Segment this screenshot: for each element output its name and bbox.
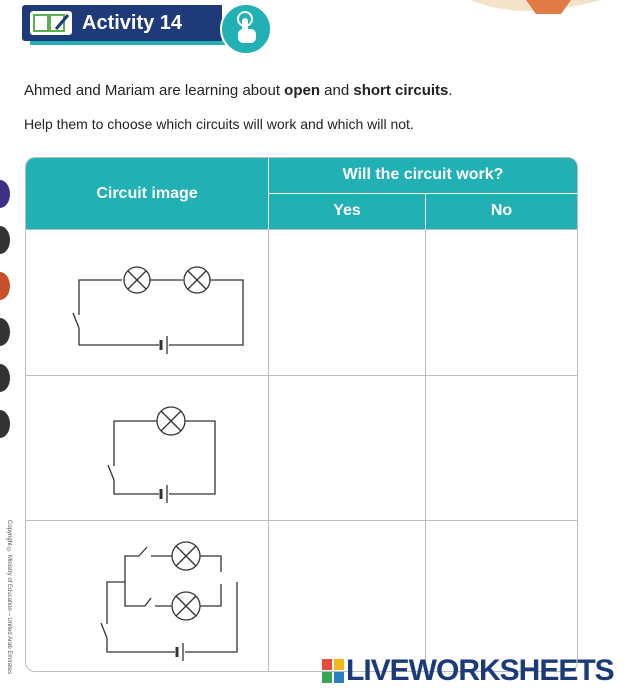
- side-dot: [0, 364, 10, 392]
- table-row: [26, 375, 577, 521]
- no-answer-cell[interactable]: [426, 375, 577, 521]
- liveworksheets-logo: [322, 654, 614, 688]
- corner-illustration: [451, 0, 631, 20]
- tap-finger-icon: [220, 3, 272, 55]
- circuit-image-cell: [26, 229, 269, 375]
- yes-header: Yes: [269, 194, 426, 230]
- activity-title: Activity 14: [82, 12, 183, 34]
- copyright-text: Copyright © Ministry of Education – United Arab Emirates: [6, 520, 12, 675]
- liveworksheets-mark-icon: [322, 657, 344, 681]
- yes-answer-cell[interactable]: [269, 375, 426, 521]
- yes-answer-cell[interactable]: [269, 520, 426, 671]
- open-switch-two-bulbs-series-diagram: [47, 240, 247, 360]
- side-dot: [0, 272, 10, 300]
- side-dots: [0, 180, 12, 456]
- two-parallel-bulbs-with-switches-diagram: [47, 524, 247, 664]
- instruction-text: Help them to choose which circuits will work and which will not.: [24, 116, 414, 132]
- circuit-image-header: Circuit image: [26, 158, 269, 229]
- side-dot: [0, 180, 10, 208]
- will-work-header: Will the circuit work?: [269, 158, 577, 194]
- activity-banner: [22, 5, 222, 41]
- side-dot: [0, 318, 10, 346]
- circuits-table: [25, 157, 578, 672]
- table-row: [26, 520, 577, 671]
- intro-text: Ahmed and Mariam are learning about open and short circuits.: [24, 82, 453, 99]
- side-dot: [0, 410, 10, 438]
- activity-header: [22, 5, 262, 43]
- no-header: No: [426, 194, 577, 230]
- no-answer-cell[interactable]: [426, 520, 577, 671]
- yes-answer-cell[interactable]: [269, 229, 426, 375]
- logo-text: LIVEWORKSHEETS: [346, 654, 614, 687]
- circuit-image-cell: [26, 520, 269, 671]
- no-answer-cell[interactable]: [426, 229, 577, 375]
- table-row: [26, 229, 577, 375]
- side-dot: [0, 226, 10, 254]
- book-pencil-icon: [30, 11, 72, 35]
- open-switch-one-bulb-diagram: [47, 386, 247, 506]
- circuit-image-cell: [26, 375, 269, 521]
